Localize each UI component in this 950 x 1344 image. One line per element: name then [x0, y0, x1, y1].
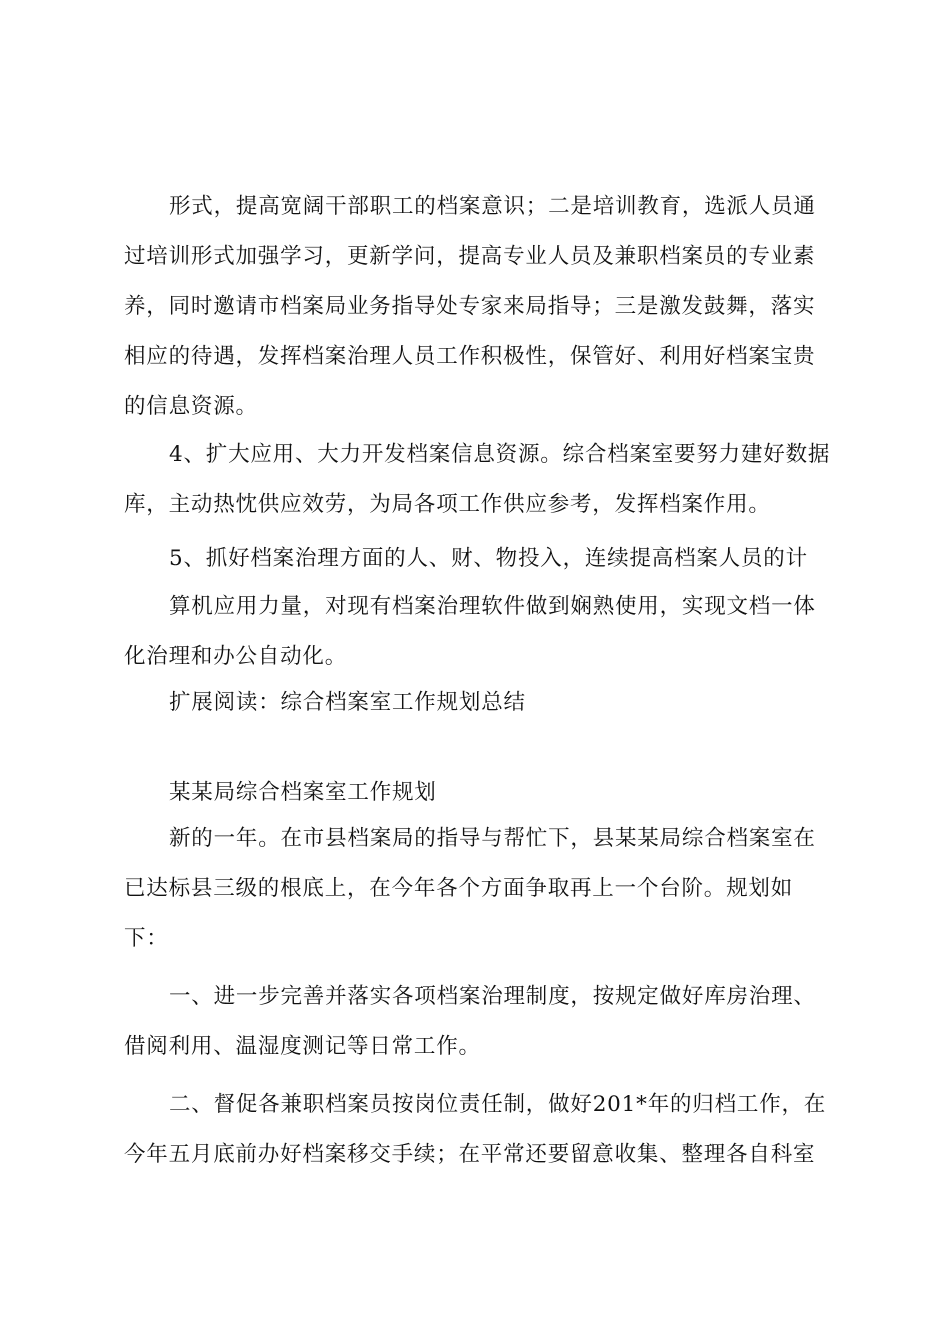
paragraph-item-4: [124, 430, 834, 530]
text-line: 某某局综合档案室工作规划: [169, 780, 437, 805]
text-line: 新的一年。在市县档案局的指导与帮忙下，县某某局综合档案室在: [169, 826, 816, 851]
text-line: 库，主动热忱供应效劳，为局各项工作供应参考，发挥档案作用。: [124, 492, 771, 517]
paragraph-training: [124, 182, 834, 432]
text-line: 相应的待遇，发挥档案治理人员工作积极性，保管好、利用好档案宝贵: [124, 344, 816, 369]
paragraph-item-two: [124, 1080, 834, 1180]
text-line: 二、督促各兼职档案员按岗位责任制，做好201*年的归档工作，在: [169, 1092, 827, 1117]
text-line: 过培训形式加强学习，更新学问，提高专业人员及兼职档案员的专业素: [124, 244, 816, 269]
text-line: 养，同时邀请市档案局业务指导处专家来局指导；三是激发鼓舞，落实: [124, 294, 816, 319]
text-line: 化治理和办公自动化。: [124, 644, 348, 669]
text-line: 算机应用力量，对现有档案治理软件做到娴熟使用，实现文档一体: [169, 594, 816, 619]
extended-reading-line: [124, 678, 834, 728]
paragraph-item-one: [124, 972, 834, 1072]
text-line: 下：: [124, 926, 169, 951]
section-title: [124, 768, 834, 818]
paragraph-intro: [124, 814, 834, 964]
paragraph-item-5-continued: [124, 582, 834, 682]
text-line: 借阅利用、温湿度测记等日常工作。: [124, 1034, 481, 1059]
text-line: 扩展阅读：综合档案室工作规划总结: [169, 690, 526, 715]
text-line: 一、进一步完善并落实各项档案治理制度，按规定做好库房治理、: [169, 984, 816, 1009]
text-line: 今年五月底前办好档案移交手续；在平常还要留意收集、整理各自科室: [124, 1142, 816, 1167]
text-line: 5、抓好档案治理方面的人、财、物投入，连续提高档案人员的计: [169, 546, 808, 571]
text-line: 形式，提高宽阔干部职工的档案意识；二是培训教育，选派人员通: [169, 194, 816, 219]
text-line: 已达标县三级的根底上，在今年各个方面争取再上一个台阶。规划如: [124, 876, 794, 901]
paragraph-item-5: [124, 534, 834, 584]
text-line: 的信息资源。: [124, 394, 258, 419]
text-line: 4、扩大应用、大力开发档案信息资源。综合档案室要努力建好数据: [169, 442, 831, 467]
